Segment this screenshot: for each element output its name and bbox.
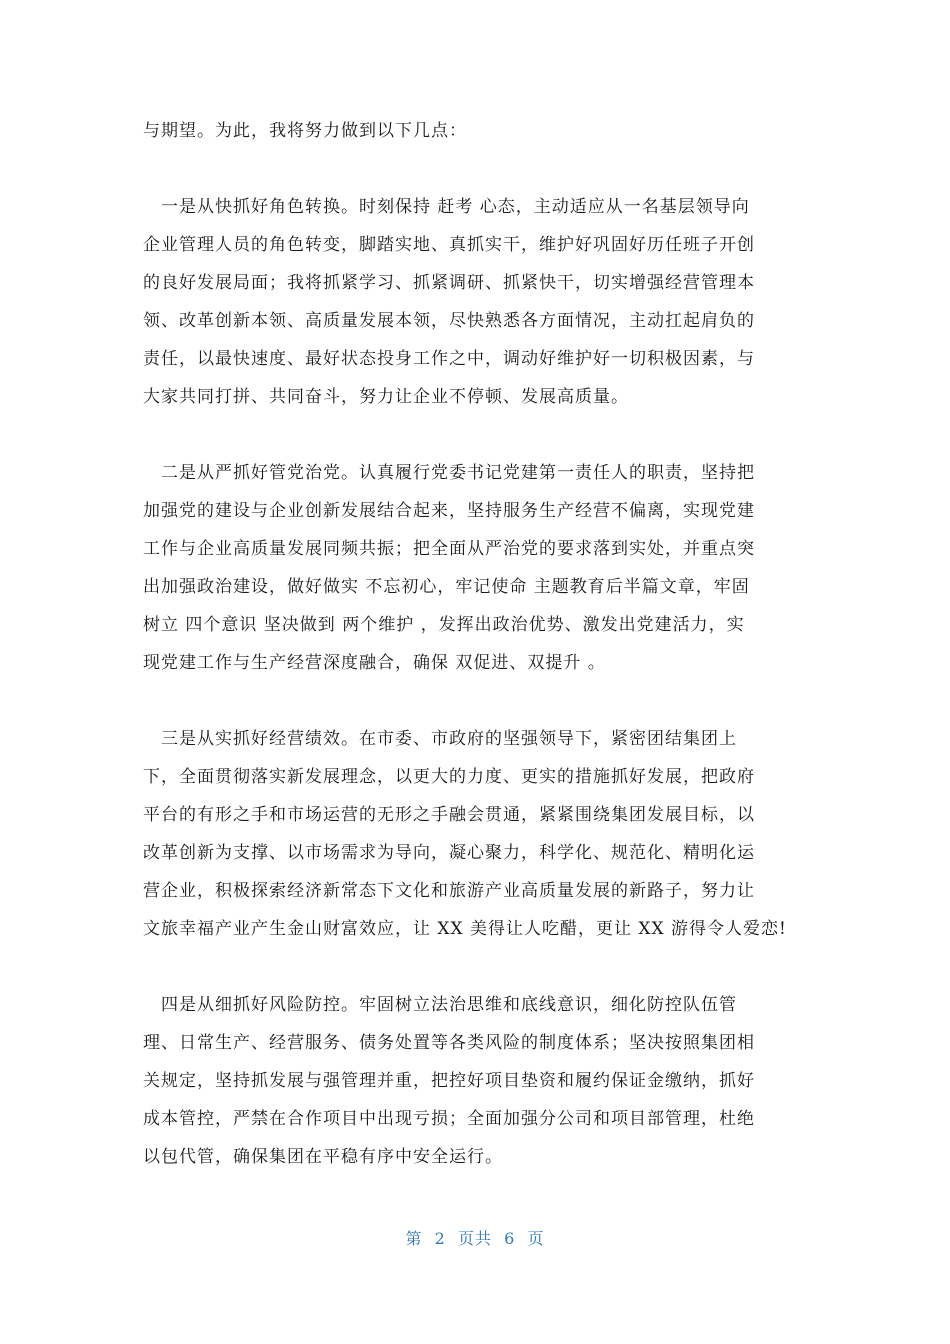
paragraph-line: 的良好发展局面；我将抓紧学习、抓紧调研、抓紧快干，切实增强经营管理本 bbox=[143, 273, 755, 293]
intro-line: 与期望。为此，我将努力做到以下几点： bbox=[143, 121, 467, 141]
paragraph-line: 大家共同打拼、共同奋斗，努力让企业不停顿、发展高质量。 bbox=[143, 387, 629, 407]
paragraph-line: 文旅幸福产业产生金山财富效应，让 XX 美得让人吃醋，更让 XX 游得令人爱恋! bbox=[143, 919, 787, 939]
paragraph-line: 企业管理人员的角色转变，脚踏实地、真抓实干，维护好巩固好历任班子开创 bbox=[143, 235, 755, 255]
paragraph-line: 三是从实抓好经营绩效。在市委、市政府的坚强领导下，紧密团结集团上 bbox=[143, 729, 737, 749]
paragraph-line: 理、日常生产、经营服务、债务处置等各类风险的制度体系；坚决按照集团相 bbox=[143, 1033, 755, 1053]
paragraph-line: 改革创新为支撑、以市场需求为导向，凝心聚力，科学化、规范化、精明化运 bbox=[143, 843, 755, 863]
page-number-footer: 第 2 页共 6 页 bbox=[405, 1229, 545, 1248]
paragraph-line: 四是从细抓好风险防控。牢固树立法治思维和底线意识，细化防控队伍管 bbox=[143, 995, 737, 1015]
paragraph-line: 下，全面贯彻落实新发展理念，以更大的力度、更实的措施抓好发展，把政府 bbox=[143, 767, 755, 787]
paragraph-line: 现党建工作与生产经营深度融合，确保 双促进、双提升 。 bbox=[143, 653, 606, 673]
paragraph-line: 以包代管，确保集团在平稳有序中安全运行。 bbox=[143, 1147, 503, 1167]
paragraph-line: 加强党的建设与企业创新发展结合起来，坚持服务生产经营不偏离，实现党建 bbox=[143, 501, 755, 521]
paragraph-line: 营企业，积极探索经济新常态下文化和旅游产业高质量发展的新路子，努力让 bbox=[143, 881, 755, 901]
paragraph-line: 责任，以最快速度、最好状态投身工作之中，调动好维护好一切积极因素，与 bbox=[143, 349, 755, 369]
paragraph-line: 平台的有形之手和市场运营的无形之手融会贯通，紧紧围绕集团发展目标，以 bbox=[143, 805, 755, 825]
paragraph-line: 关规定，坚持抓发展与强管理并重，把控好项目垫资和履约保证金缴纳，抓好 bbox=[143, 1071, 755, 1091]
paragraph-line: 二是从严抓好管党治党。认真履行党委书记党建第一责任人的职责，坚持把 bbox=[143, 463, 755, 483]
paragraph-line: 树立 四个意识 坚决做到 两个维护 ，发挥出政治优势、激发出党建活力，实 bbox=[143, 615, 745, 635]
paragraph-line: 领、改革创新本领、高质量发展本领，尽快熟悉各方面情况，主动扛起肩负的 bbox=[143, 311, 755, 331]
paragraph-line: 工作与企业高质量发展同频共振；把全面从严治党的要求落到实处，并重点突 bbox=[143, 539, 755, 559]
paragraph-line: 一是从快抓好角色转换。时刻保持 赶考 心态，主动适应从一名基层领导向 bbox=[143, 197, 750, 217]
paragraph-line: 成本管控，严禁在合作项目中出现亏损；全面加强分公司和项目部管理，杜绝 bbox=[143, 1109, 755, 1129]
paragraph-line: 出加强政治建设，做好做实 不忘初心，牢记使命 主题教育后半篇文章，牢固 bbox=[143, 577, 750, 597]
